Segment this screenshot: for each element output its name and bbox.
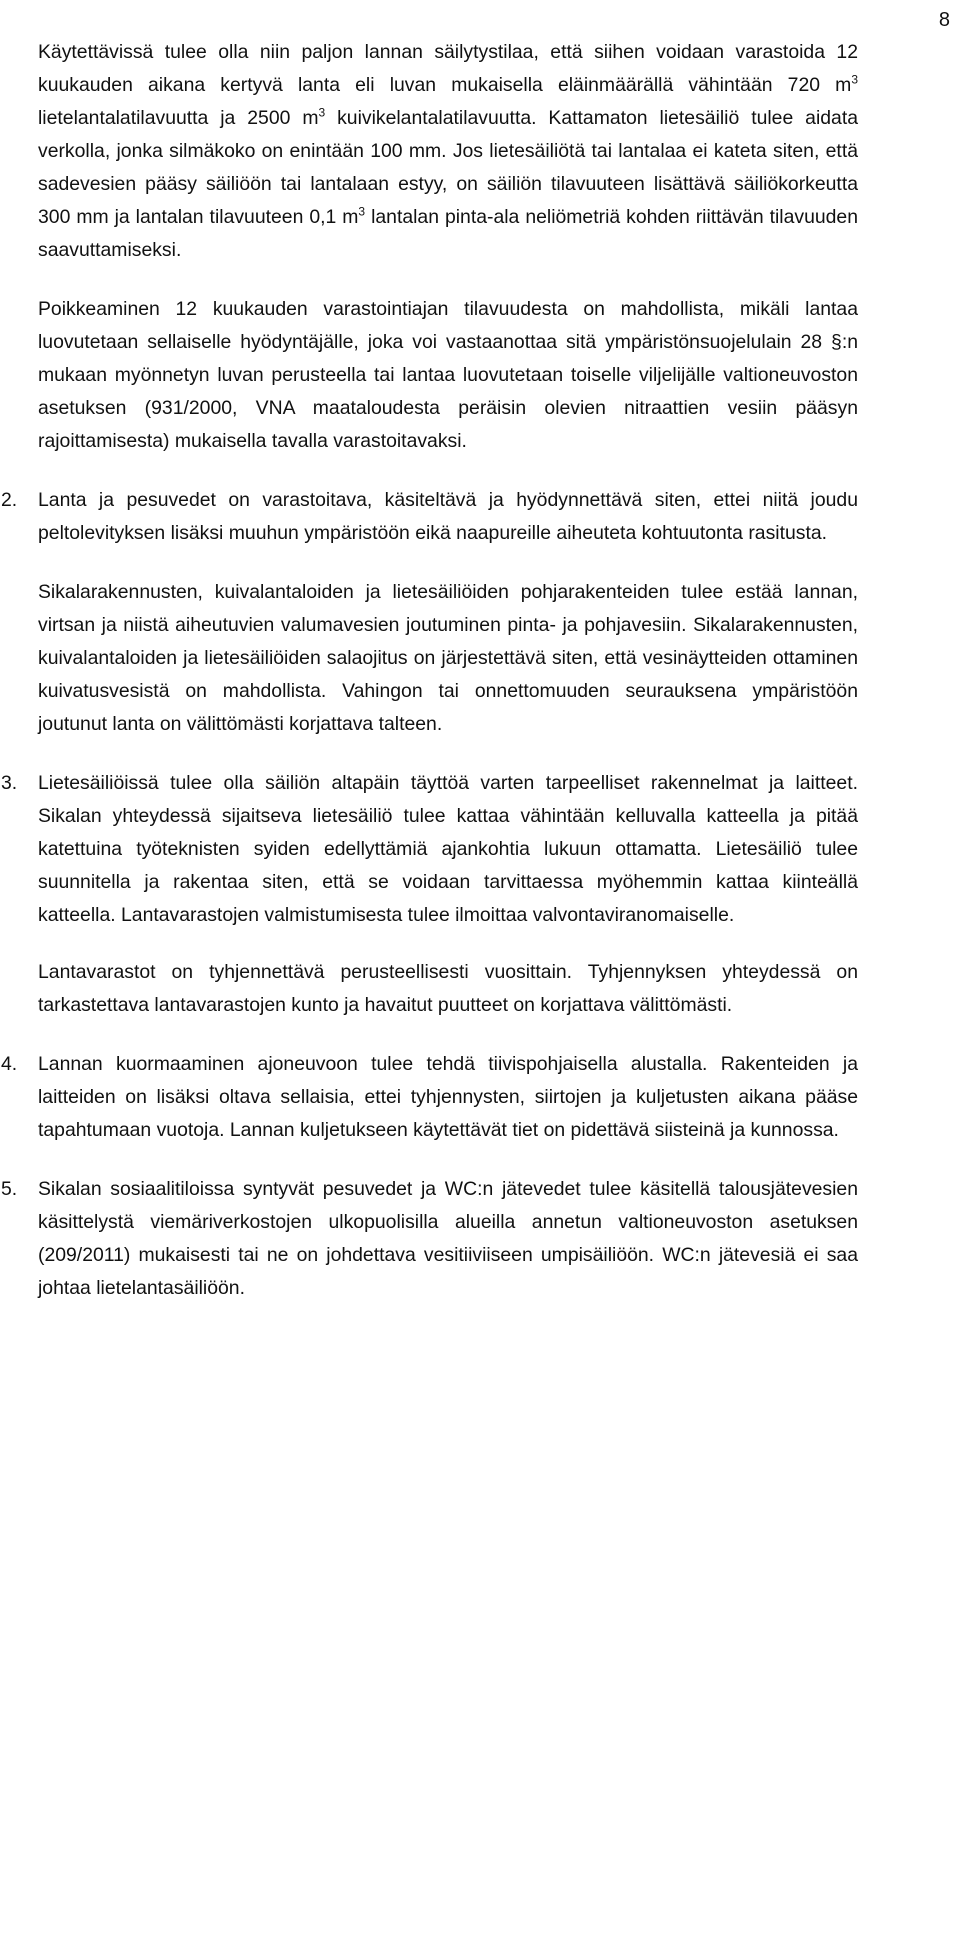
list-item-number: 5. — [1, 1178, 18, 1200]
list-item-text: Sikalan sosiaalitiloissa syntyvät pesuvedet ja WC:n jätevedet tulee käsitellä talousjätevesien käsittelystä viemäriverkostojen ulkopuolisilla alueilla annetun valtioneuvoston asetuksen (209/2011) mukaisesti tai ne on johdettava vesitiiviiseen umpisäiliöön. WC:n jätevesiä ei saa johtaa lietelantasäiliöön. — [38, 1178, 858, 1299]
list-item-text: Lietesäiliöissä tulee olla säiliön altapäin täyttöä varten tarpeelliset rakennelmat ja laitteet. Sikalan yhteydessä sijaitseva lietesäiliö tulee kattaa vähintään kelluvalla katteella ja pitää katettuina työteknisten syiden edellyttämiä ajankohtia lukuun ottamatta. Lietesäiliö tulee suunnitella ja rakentaa siten, että se voidaan tarvittaessa myöhemmin kattaa kiinteällä katteella. Lantavarastojen valmistumisesta tulee ilmoittaa valvontaviranomaiselle. — [38, 772, 858, 926]
list-item-number: 4. — [1, 1053, 18, 1075]
paragraph-exception: Poikkeaminen 12 kuukauden varastointiajan tilavuudesta on mahdollista, mikäli lantaa luovutetaan sellaiselle hyödyntäjälle, joka voi vastaanottaa sitä ympäristönsuojelulain 28 §:n mukaan myönnetyn luvan perusteella tai lantaa luovutetaan toiselle viljelijälle valtioneuvoston asetuksen (931/2000, VNA maataloudesta peräisin olevien nitraattien vesiin pääsyn rajoittamisesta) mukaisella tavalla varastoitavaksi. — [38, 298, 858, 452]
paragraph-text: Käytettävissä tulee olla niin paljon lannan säilytystilaa, että siihen voidaan varastoida 12 kuukauden aikana kertyvä lanta eli luvan mukaisella eläinmäärällä vähintään 720 m — [38, 41, 858, 96]
superscript: 3 — [318, 105, 326, 120]
paragraph-text: kuivikelantalatilavuutta. Kattamaton lietesäiliö tulee aidata verkolla, jonka silmäkoko on enintään 100 mm. Jos lietesäiliötä tai lantalaa ei kateta siten, että sadevesien pääsy säiliöön tai lantalaan estyy, on säiliön tilavuuteen lisättävä säiliökorkeutta 300 mm ja lantalan tilavuuteen 0,1 m — [38, 107, 858, 228]
list-item-number: 2. — [1, 489, 18, 511]
list-item-3 — [1, 767, 858, 1022]
list-item-text: Lannan kuormaaminen ajoneuvoon tulee tehdä tiivispohjaisella alustalla. Rakenteiden ja laitteiden on lisäksi oltava sellaisia, ettei tyhjennysten, siirtojen ja kuljetusten aikana pääse tapahtumaan vuotoja. Lannan kuljetukseen käytettävät tiet on pidettävä siisteinä ja kunnossa. — [38, 1053, 858, 1141]
list-item-number: 3. — [1, 772, 18, 794]
paragraph-emptying: Lantavarastot on tyhjennettävä perusteellisesti vuosittain. Tyhjennyksen yhteydessä on tarkastettava lantavarastojen kunto ja havaitut puutteet on korjattava välittömästi. — [38, 961, 858, 1016]
list-item-4 — [1, 1048, 858, 1147]
page-number: 8 — [938, 9, 950, 31]
list-item-2 — [1, 484, 858, 741]
superscript: 3 — [851, 72, 858, 87]
list-item-5 — [1, 1173, 858, 1305]
paragraph-text: lantalan pinta-ala neliömetriä kohden riittävän tilavuuden saavuttamiseksi. — [38, 206, 858, 261]
document-body — [1, 36, 858, 1305]
superscript: 3 — [358, 204, 366, 219]
paragraph-storage-capacity — [38, 36, 858, 267]
paragraph-text: lietelantalatilavuutta ja 2500 m — [38, 107, 319, 129]
paragraph-foundations: Sikalarakennusten, kuivalantaloiden ja lietesäiliöiden pohjarakenteiden tulee estää lannan, virtsan ja niistä aiheutuvien valumavesien joutuminen pinta- ja pohjavesiin. Sikalarakennusten, kuivalantaloiden ja lietesäiliöiden salaojitus on järjestettävä siten, että vesinäytteiden ottaminen kuivatusvesistä on mahdollista. Vahingon tai onnettomuuden seurauksena ympäristöön joutunut lanta on välittömästi korjattava talteen. — [38, 581, 858, 735]
list-item-text: Lanta ja pesuvedet on varastoitava, käsiteltävä ja hyödynnettävä siten, ettei niitä joudu peltolevityksen lisäksi muuhun ympäristöön eikä naapureille aiheuteta kohtuutonta rasitusta. — [38, 489, 858, 544]
